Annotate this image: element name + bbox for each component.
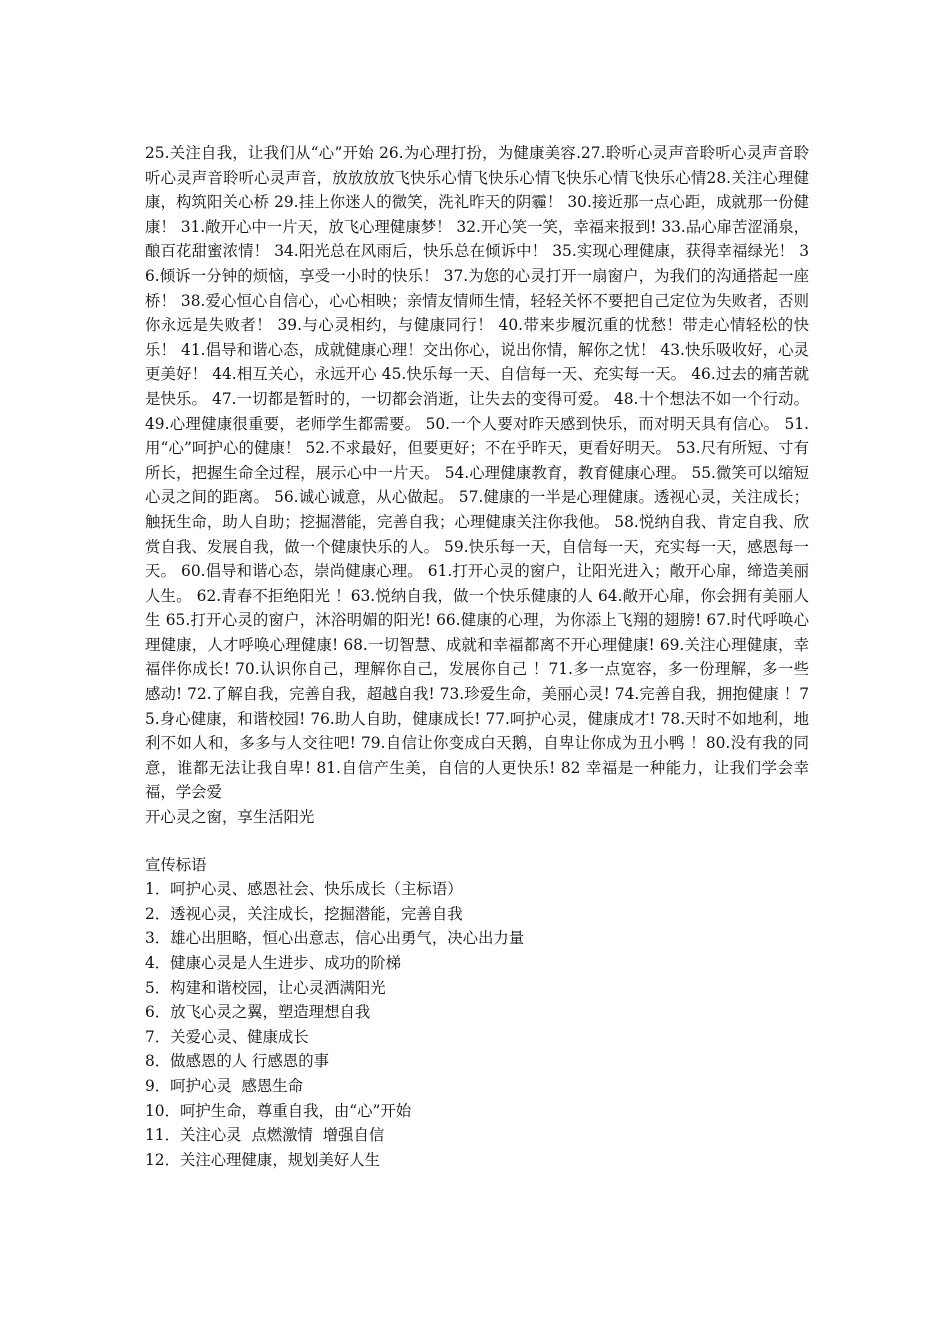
document-page: [145, 141, 809, 1172]
list-item: 10．呵护生命，尊重自我，由“心”开始: [145, 1101, 412, 1120]
list-item: 7．关爱心灵、健康成长: [145, 1027, 309, 1046]
list-item: 4．健康心灵是人生进步、成功的阶梯: [145, 954, 402, 972]
section-title: 宣传标语: [145, 855, 207, 874]
list-item: 6．放飞心灵之翼，塑造理想自我: [145, 1003, 371, 1022]
slogan-list: [145, 877, 809, 1172]
list-item: 11．关注心灵 点燃激情 增强自信: [145, 1126, 385, 1145]
list-item: 5．构建和谐校园，让心灵洒满阳光: [145, 978, 386, 997]
list-item: 1．呵护心灵、感恩社会、快乐成长（主标语）: [145, 880, 463, 899]
list-item: 12．关注心理健康，规划美好人生: [145, 1150, 381, 1169]
list-item: 9．呵护心灵 感恩生命: [145, 1076, 304, 1095]
list-item: 3．雄心出胆略，恒心出意志，信心出勇气，决心出力量: [145, 929, 525, 948]
closing-line: 开心灵之窗，享生活阳光: [145, 808, 315, 827]
list-item: 8．做感恩的人 行感恩的事: [145, 1052, 329, 1071]
list-item: 2．透视心灵，关注成长，挖掘潜能，完善自我: [145, 904, 463, 923]
slogan-paragraph: 25.关注自我，让我们从“心”开始 26.为心理打扮，为健康美容.27.聆听心灵声音聆听心灵声音聆听心灵声音聆听心灵声音，放放放放飞快乐心情飞快乐心情飞快乐心情飞快乐心情28.关注心理健康，构筑阳关心桥 29.挂上你迷人的微笑，洗礼昨天的阴霾！ 30.接近那一点心距，成就那一份健康！ 31.敞开心中一片天，放飞心理健康梦！ 32.开心笑一笑，幸福来报到! 33.品心扉苦涩涌泉，酿百花甜蜜浓情！ 34.阳光总在风雨后，快乐总在倾诉中！ 35.实现心理健康，获得幸福绿光！ 36.倾诉一分钟的烦恼，享受一小时的快乐！ 37.为您的心灵打开一扇窗户，为我们的沟通搭起一座桥！ 38.爱心恒心自信心，心心相映；亲情友情师生情，轻轻关怀不要把自己定位为失败者，否则你永远是失败者！ 39.与心灵相约，与健康同行！ 40.带来步履沉重的忧愁！带走心情轻松的快乐！ 41.倡导和谐心态，成就健康心理！交出你心，说出你情，解你之忧！ 43.快乐吸收好，心灵更美好！ 44.相互关心，永远开心 45.快乐每一天、自信每一天、充实每一天。 46.过去的痛苦就是快乐。 47.一切都是暂时的，一切都会消逝，让失去的变得可爱。 48.十个想法不如一个行动。 49.心理健康很重要，老师学生都需要。 50.一个人要对昨天感到快乐，而对明天具有信心。 51.用“心”呵护心的健康！ 52.不求最好，但要更好；不在乎昨天，更看好明天。 53.尺有所短、寸有所长，把握生命全过程，展示心中一片天。 54.心理健康教育，教育健康心理。 55.微笑可以缩短心灵之间的距离。 56.诚心诚意，从心做起。 57.健康的一半是心理健康。透视心灵，关注成长；触抚生命，助人自助；挖掘潜能，完善自我；心理健康关注你我他。 58.悦纳自我、肯定自我、欣赏自我、发展自我，做一个健康快乐的人。 59.快乐每一天，自信每一天，充实每一天，感恩每一天。 60.倡导和谐心态，崇尚健康心理。 61.打开心灵的窗户，让阳光进入；敞开心扉，缔造美丽人生。 62.青春不拒绝阳光 ！63.悦纳自我，做一个快乐健康的人 64.敞开心扉，你会拥有美丽人生 65.打开心灵的窗户，沐浴明媚的阳光! 66.健康的心理，为你添上飞翔的翅膀! 67.时代呼唤心理健康，人才呼唤心理健康! 68.一切智慧、成就和幸福都离不开心理健康! 69.关注心理健康，幸福伴你成长! 70.认识你自己，理解你自己，发展你自己 ！71.多一点宽容，多一份理解，多一些感动! 72.了解自我，完善自我，超越自我! 73.珍爱生命，美丽心灵! 74.完善自我，拥抱健康 ！75.身心健康，和谐校园! 76.助人自助，健康成长! 77.呵护心灵，健康成才! 78.天时不如地利，地利不如人和，多多与人交往吧! 79.自信让你变成白天鹅，自卑让你成为丑小鸭 ！80.没有我的同意，谁都无法让我自卑! 81.自信产生美，自信的人更快乐! 82 幸福是一种能力，让我们学会幸福，学会爱: [145, 144, 809, 802]
